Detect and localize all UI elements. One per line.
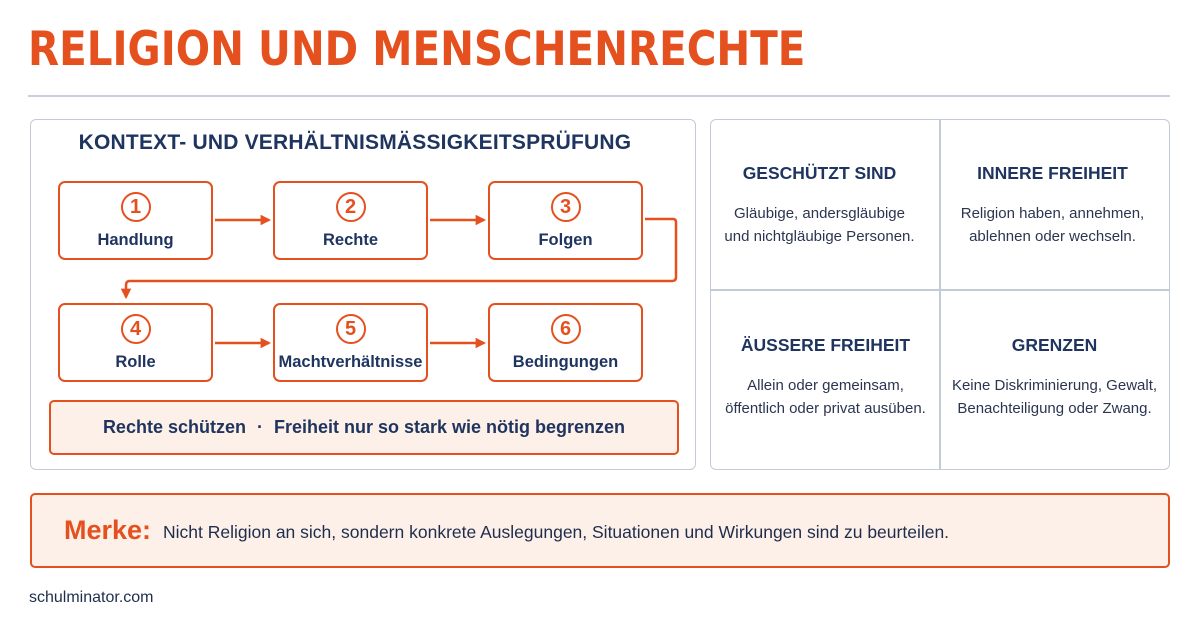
cell-heading: ÄUSSERE FREIHEIT <box>740 335 911 355</box>
step-rolle <box>58 303 213 382</box>
step-label: Rolle <box>115 353 156 371</box>
step-handlung <box>58 181 213 260</box>
step-number-badge: 6 <box>551 314 581 344</box>
page-title: RELIGION UND MENSCHENRECHTE <box>28 22 806 77</box>
step-label: Machtverhältnisse <box>278 353 423 371</box>
step-rechte <box>273 181 428 260</box>
step-machtverhaeltnisse <box>273 303 428 382</box>
cell-text-line: öffentlich oder privat ausüben. <box>725 400 926 417</box>
step-label: Rechte <box>322 231 379 249</box>
cell-text-line: Keine Diskriminierung, Gewalt, <box>951 377 1158 394</box>
grid-cell-geschuetzt <box>705 163 934 248</box>
title-divider <box>28 95 1170 97</box>
cell-text-line: Religion haben, annehmen, <box>960 205 1145 222</box>
step-number-badge: 5 <box>336 314 366 344</box>
grid-cell-aeussere-freiheit <box>711 335 940 420</box>
step-label: Handlung <box>97 231 174 249</box>
footer-source: schulminator.com <box>29 589 154 606</box>
cell-heading: INNERE FREIHEIT <box>977 163 1128 183</box>
cell-text-line: und nichtgläubige Personen. <box>724 228 915 245</box>
step-bedingungen <box>488 303 643 382</box>
cell-heading: GESCHÜTZT SIND <box>742 163 897 183</box>
cell-text-line: Allein oder gemeinsam, <box>747 377 904 394</box>
cell-heading: GRENZEN <box>1011 335 1098 355</box>
step-number-badge: 4 <box>121 314 151 344</box>
grid-cell-grenzen <box>940 335 1169 420</box>
grid-divider-horizontal <box>711 289 1169 291</box>
grid-cell-innere-freiheit <box>938 163 1167 248</box>
step-number-badge: 1 <box>121 192 151 222</box>
cell-text-line: Benachteiligung oder Zwang. <box>957 400 1152 417</box>
cell-text-line: ablehnen oder wechseln. <box>969 228 1136 245</box>
merke-label: Merke: <box>64 515 152 545</box>
step-number-badge: 3 <box>551 192 581 222</box>
step-label: Folgen <box>538 231 593 249</box>
merke-text: Nicht Religion an sich, sondern konkrete Auslegungen, Situationen und Wirkungen sind zu beurteilen. <box>163 522 950 542</box>
summary-right: Freiheit nur so stark wie nötig begrenzen <box>273 417 626 437</box>
step-label: Bedingungen <box>512 353 619 371</box>
step-number-badge: 2 <box>336 192 366 222</box>
summary-separator: · <box>256 417 263 437</box>
summary-left: Rechte schützen <box>102 417 246 437</box>
cell-text-line: Gläubige, andersgläubige <box>734 205 905 222</box>
step-folgen <box>488 181 643 260</box>
process-title: KONTEXT- UND VERHÄLTNISMÄSSIGKEITSPRÜFUNG <box>78 131 632 154</box>
summary-banner <box>49 400 679 455</box>
